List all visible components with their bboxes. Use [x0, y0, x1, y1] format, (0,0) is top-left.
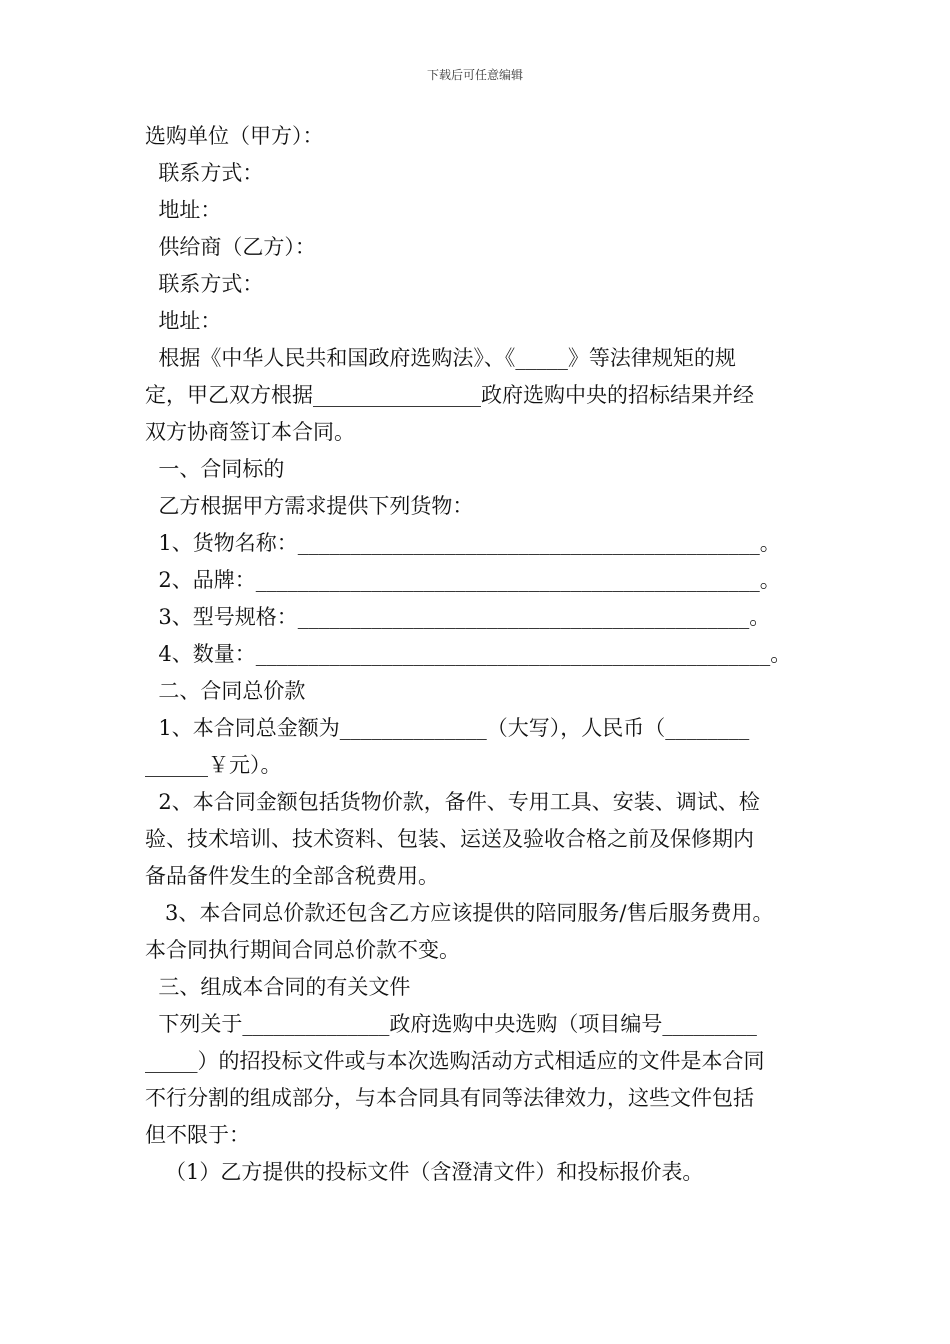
text-line: 3、型号规格：___________________________________________。 [145, 605, 771, 629]
text-line: 地址： [145, 309, 222, 333]
text-line: 2、品牌：________________________________________________。 [145, 568, 781, 592]
text-line: 4、数量：_________________________________________________。 [145, 642, 792, 666]
text-line: 地址： [145, 198, 222, 222]
text-line: 备品备件发生的全部含税费用。 [145, 864, 439, 888]
text-line: 1、本合同总金额为______________（大写），人民币（________ [145, 716, 750, 740]
text-line: 本合同执行期间合同总价款不变。 [145, 938, 460, 962]
text-line: 乙方根据甲方需求提供下列货物： [145, 494, 474, 518]
text-line: _____）的招投标文件或与本次选购活动方式相适应的文件是本合同 [145, 1049, 765, 1073]
page-header: 下载后可任意编辑 [426, 68, 523, 82]
text-line: 联系方式： [145, 161, 264, 185]
text-line: 验、技术培训、技术资料、包装、运送及验收合格之前及保修期内 [145, 827, 754, 851]
section-heading: 一、合同标的 [145, 457, 285, 481]
text-line: 1、货物名称：____________________________________________。 [145, 531, 781, 555]
text-line: 3、本合同总价款还包含乙方应该提供的陪同服务/售后服务费用。 [145, 901, 774, 925]
text-line: 供给商（乙方）： [145, 235, 316, 259]
section-heading: 三、组成本合同的有关文件 [145, 975, 411, 999]
text-line: 下列关于______________政府选购中央选购（项目编号_________ [145, 1012, 757, 1036]
text-line: 不行分割的组成部分，与本合同具有同等法律效力，这些文件包括 [145, 1086, 754, 1110]
text-line: （1）乙方提供的投标文件（含澄清文件）和投标报价表。 [145, 1160, 704, 1184]
text-line: 联系方式： [145, 272, 264, 296]
text-line: 根据《中华人民共和国政府选购法》、《_____》等法律规矩的规 [145, 346, 736, 370]
text-line: 双方协商签订本合同。 [145, 420, 355, 444]
section-heading: 二、合同总价款 [145, 679, 306, 703]
text-line: 选购单位（甲方）： [145, 124, 324, 148]
text-line: 定，甲乙双方根据________________政府选购中央的招标结果并经 [145, 383, 754, 407]
text-line: 但不限于： [145, 1123, 250, 1147]
text-line: ______￥元）。 [145, 753, 282, 777]
text-line: 2、本合同金额包括货物价款，备件、专用工具、安装、调试、检 [145, 790, 760, 814]
